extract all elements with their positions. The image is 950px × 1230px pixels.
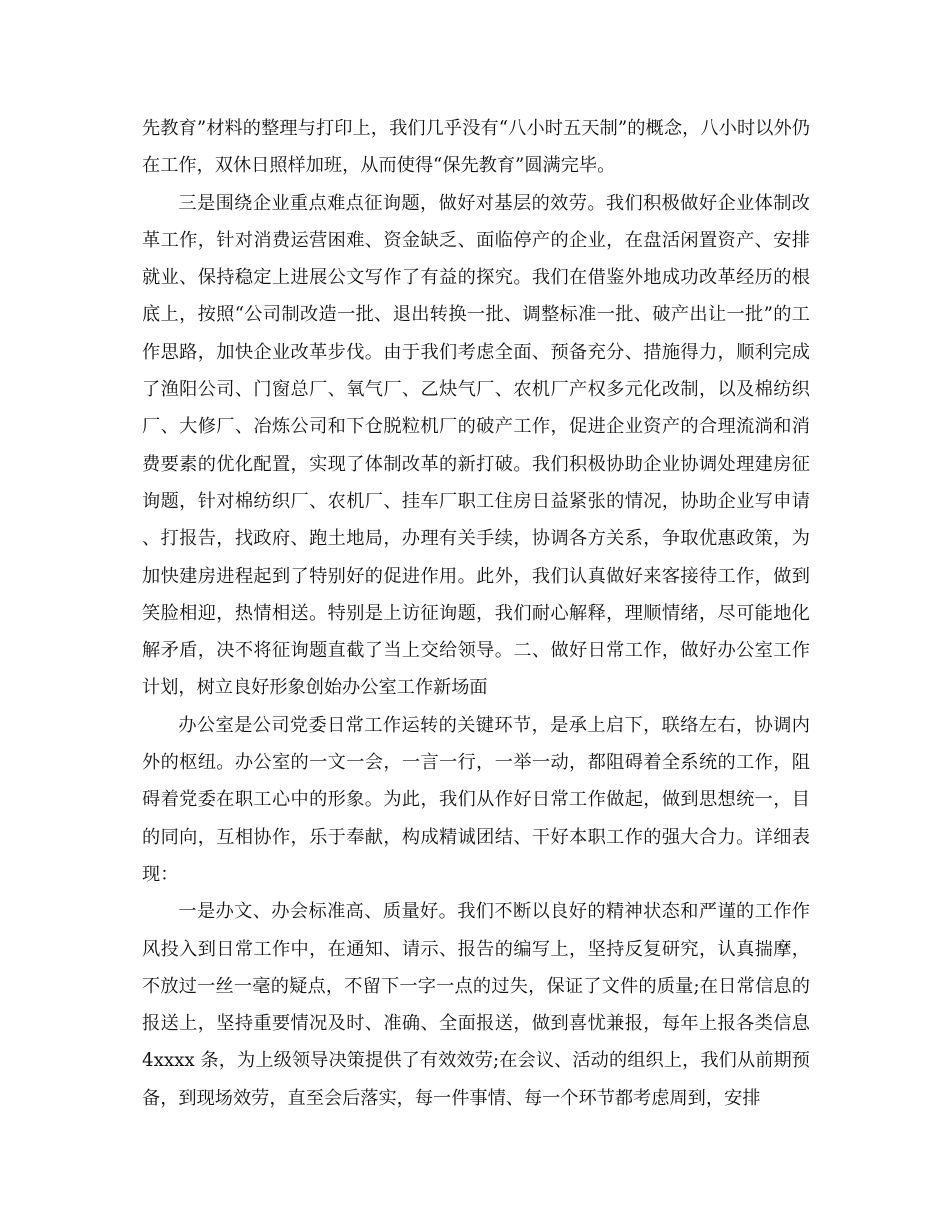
paragraph: 一是办文、办会标准高、质量好。我们不断以良好的精神状态和严谨的工作作风投入到日常工作中，在通知、请示、报告的编写上，坚持反复研究，认真揣摩，不放过一丝一毫的疑点，不留下一字一点的过失，保证了文件的质量;在日常信息的报送上，坚持重要情况及时、准确、全面报送，做到喜忧兼报，每年上报各类信息 4xxxx 条，为上级领导决策提供了有效效劳;在会议、活动的组织上，我们从前期预备，到现场效劳，直至会后落实，每一件事情、每一个环节都考虑周到，安排 <box>142 901 810 1109</box>
paragraph: 三是围绕企业重点难点征询题，做好对基层的效劳。我们积极做好企业体制改革工作，针对消费运营困难、资金缺乏、面临停产的企业，在盘活闲置资产、安排就业、保持稳定上进展公文写作了有益的探究。我们在借鉴外地成功改革经历的根底上，按照“公司制改造一批、退出转换一批、调整标准一批、破产出让一批”的工作思路，加快企业改革步伐。由于我们考虑全面、预备充分、措施得力，顺利完成了渔阳公司、门窗总厂、氧气厂、乙炔气厂、农机厂产权多元化改制，以及棉纺织厂、大修厂、冶炼公司和下仓脱粒机厂的破产工作，促进企业资产的合理流淌和消费要素的优化配置，实现了体制改革的新打破。我们积极协助企业协调处理建房征询题，针对棉纺织厂、农机厂、挂车厂职工住房日益紧张的情况，协助企业写申请、打报告，找政府、跑土地局，办理有关手续，协调各方关系，争取优惠政策，为加快建房进程起到了特别好的促进作用。此外，我们认真做好来客接待工作，做到笑脸相迎，热情相送。特别是上访征询题，我们耐心解释，理顺情绪，尽可能地化解矛盾，决不将征询题直截了当上交给领导。二、做好日常工作，做好办公室工作计划，树立良好形象创始办公室工作新场面 <box>142 192 810 699</box>
paragraph: 先教育”材料的整理与打印上，我们几乎没有“八小时五天制”的概念，八小时以外仍在工作，双休日照样加班，从而使得“保先教育”圆满完毕。 <box>142 118 810 177</box>
paragraph: 办公室是公司党委日常工作运转的关键环节，是承上启下，联络左右，协调内外的枢纽。办公室的一文一会，一言一行，一举一动，都阻碍着全系统的工作，阻碍着党委在职工心中的形象。为此，我们从作好日常工作做起，做到思想统一，目的同向，互相协作，乐于奉献，构成精诚团结、干好本职工作的强大合力。详细表现： <box>142 714 810 885</box>
document-page <box>142 110 810 1117</box>
